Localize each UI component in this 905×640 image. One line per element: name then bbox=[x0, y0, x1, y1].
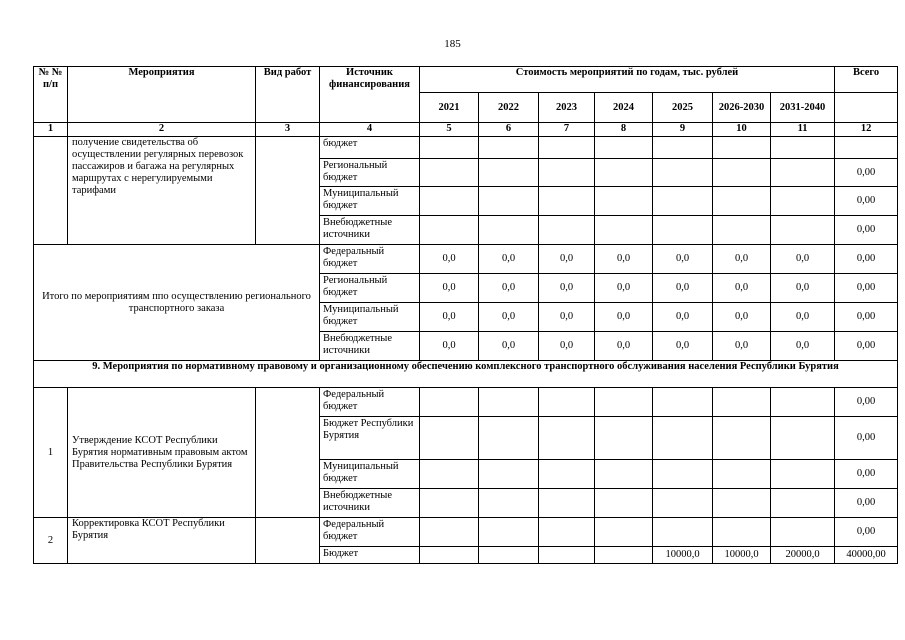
header-year: 2023 bbox=[539, 93, 595, 123]
year-value bbox=[595, 137, 653, 159]
year-value bbox=[653, 187, 713, 216]
year-value: 0,0 bbox=[595, 303, 653, 332]
year-value bbox=[420, 159, 479, 187]
year-value bbox=[539, 489, 595, 518]
year-value bbox=[653, 388, 713, 417]
year-value bbox=[479, 547, 539, 564]
total-value: 0,00 bbox=[835, 388, 898, 417]
year-value: 0,0 bbox=[771, 245, 835, 274]
year-value: 0,0 bbox=[539, 303, 595, 332]
year-value: 0,0 bbox=[479, 303, 539, 332]
year-value: 0,0 bbox=[539, 274, 595, 303]
year-value bbox=[771, 388, 835, 417]
activity-cell: Корректировка КСОТ Республики Бурятия bbox=[68, 518, 256, 564]
year-value: 0,0 bbox=[420, 332, 479, 361]
column-index: 6 bbox=[479, 123, 539, 137]
source-cell: Федеральный бюджет bbox=[320, 245, 420, 274]
year-value bbox=[771, 460, 835, 489]
year-value bbox=[539, 388, 595, 417]
year-value bbox=[653, 159, 713, 187]
year-value bbox=[713, 159, 771, 187]
year-value bbox=[771, 489, 835, 518]
year-value bbox=[653, 518, 713, 547]
year-value bbox=[539, 547, 595, 564]
source-cell: Федеральный бюджет bbox=[320, 518, 420, 547]
header-year: 2022 bbox=[479, 93, 539, 123]
year-value bbox=[420, 417, 479, 460]
year-value bbox=[539, 216, 595, 245]
year-value bbox=[539, 417, 595, 460]
year-value: 0,0 bbox=[771, 274, 835, 303]
year-value: 0,0 bbox=[420, 303, 479, 332]
header-year: 2026-2030 bbox=[713, 93, 771, 123]
source-cell: Муниципальный бюджет bbox=[320, 460, 420, 489]
year-value bbox=[479, 518, 539, 547]
year-value: 0,0 bbox=[653, 274, 713, 303]
year-value bbox=[653, 216, 713, 245]
cost-table bbox=[33, 66, 898, 564]
year-value bbox=[771, 137, 835, 159]
year-value bbox=[595, 159, 653, 187]
year-value bbox=[479, 159, 539, 187]
year-value bbox=[595, 388, 653, 417]
header-type: Вид работ bbox=[256, 67, 320, 123]
year-value bbox=[479, 388, 539, 417]
year-value bbox=[479, 137, 539, 159]
year-value bbox=[479, 187, 539, 216]
source-cell: Региональный бюджет bbox=[320, 274, 420, 303]
header-num: № № п/п bbox=[34, 67, 68, 123]
year-value: 0,0 bbox=[420, 274, 479, 303]
column-index: 11 bbox=[771, 123, 835, 137]
work-type-cell bbox=[256, 137, 320, 245]
year-value bbox=[653, 460, 713, 489]
table-row bbox=[34, 137, 898, 159]
year-value bbox=[771, 417, 835, 460]
column-index: 7 bbox=[539, 123, 595, 137]
year-value: 10000,0 bbox=[713, 547, 771, 564]
year-value bbox=[479, 489, 539, 518]
year-value: 0,0 bbox=[539, 245, 595, 274]
section-title: 9. Мероприятия по нормативному правовому и организационному обеспечению комплексного транспортного обслуживания населения Республики Бурятия bbox=[34, 361, 898, 388]
year-value: 0,0 bbox=[420, 245, 479, 274]
year-value: 0,0 bbox=[595, 332, 653, 361]
year-value bbox=[653, 137, 713, 159]
header-source: Источник финансирования bbox=[320, 67, 420, 123]
total-value: 0,00 bbox=[835, 159, 898, 187]
year-value: 0,0 bbox=[595, 245, 653, 274]
year-value: 0,0 bbox=[653, 245, 713, 274]
total-value: 0,00 bbox=[835, 460, 898, 489]
header-total-empty bbox=[835, 93, 898, 123]
year-value bbox=[595, 417, 653, 460]
year-value bbox=[420, 547, 479, 564]
total-value: 0,00 bbox=[835, 245, 898, 274]
source-cell: Внебюджетные источники bbox=[320, 216, 420, 245]
column-index: 8 bbox=[595, 123, 653, 137]
year-value bbox=[713, 489, 771, 518]
source-cell: Бюджет Республики Бурятия bbox=[320, 417, 420, 460]
year-value bbox=[713, 460, 771, 489]
total-value: 0,00 bbox=[835, 489, 898, 518]
source-cell: Муниципальный бюджет bbox=[320, 187, 420, 216]
work-type-cell bbox=[256, 388, 320, 518]
total-value: 0,00 bbox=[835, 216, 898, 245]
table-body bbox=[34, 67, 898, 564]
year-value bbox=[771, 518, 835, 547]
year-value bbox=[653, 489, 713, 518]
total-value bbox=[835, 137, 898, 159]
header-year: 2021 bbox=[420, 93, 479, 123]
year-value bbox=[595, 547, 653, 564]
row-number bbox=[34, 137, 68, 245]
year-value bbox=[420, 388, 479, 417]
year-value: 0,0 bbox=[539, 332, 595, 361]
year-value: 0,0 bbox=[653, 332, 713, 361]
total-value: 0,00 bbox=[835, 303, 898, 332]
year-value bbox=[420, 137, 479, 159]
year-value bbox=[479, 216, 539, 245]
total-value: 0,00 bbox=[835, 187, 898, 216]
source-cell: Федеральный бюджет bbox=[320, 388, 420, 417]
index-row bbox=[34, 123, 898, 137]
year-value bbox=[595, 187, 653, 216]
total-value: 0,00 bbox=[835, 332, 898, 361]
row-number: 1 bbox=[34, 388, 68, 518]
total-label: Итого по мероприятиям ппо осуществлению регионального транспортного заказа bbox=[34, 245, 320, 361]
year-value bbox=[713, 388, 771, 417]
year-value bbox=[653, 417, 713, 460]
year-value: 0,0 bbox=[713, 245, 771, 274]
year-value: 0,0 bbox=[713, 303, 771, 332]
year-value bbox=[539, 518, 595, 547]
year-value bbox=[539, 159, 595, 187]
row-number: 2 bbox=[34, 518, 68, 564]
activity-cell: Утверждение КСОТ Республики Бурятия нормативным правовым актом Правительства Республики Бурятия bbox=[68, 388, 256, 518]
year-value bbox=[539, 137, 595, 159]
year-value: 0,0 bbox=[479, 274, 539, 303]
year-value bbox=[713, 216, 771, 245]
header-year: 2031-2040 bbox=[771, 93, 835, 123]
header-cost: Стоимость мероприятий по годам, тыс. рублей bbox=[420, 67, 835, 93]
year-value bbox=[595, 216, 653, 245]
table-row bbox=[34, 518, 898, 547]
source-cell: Внебюджетные источники bbox=[320, 489, 420, 518]
year-value bbox=[713, 187, 771, 216]
work-type-cell bbox=[256, 518, 320, 564]
total-value: 40000,00 bbox=[835, 547, 898, 564]
table-row bbox=[34, 388, 898, 417]
year-value: 0,0 bbox=[479, 332, 539, 361]
year-value bbox=[713, 518, 771, 547]
total-value: 0,00 bbox=[835, 518, 898, 547]
year-value bbox=[713, 137, 771, 159]
page-number: 185 bbox=[444, 38, 461, 50]
section-row bbox=[34, 361, 898, 388]
year-value: 0,0 bbox=[771, 332, 835, 361]
header-year: 2024 bbox=[595, 93, 653, 123]
column-index: 2 bbox=[68, 123, 256, 137]
year-value bbox=[420, 460, 479, 489]
year-value bbox=[539, 460, 595, 489]
year-value bbox=[771, 187, 835, 216]
column-index: 5 bbox=[420, 123, 479, 137]
header-total: Всего bbox=[835, 67, 898, 93]
total-value: 0,00 bbox=[835, 417, 898, 460]
column-index: 9 bbox=[653, 123, 713, 137]
year-value bbox=[595, 489, 653, 518]
year-value: 0,0 bbox=[595, 274, 653, 303]
header-year: 2025 bbox=[653, 93, 713, 123]
header-row bbox=[34, 67, 898, 93]
year-value bbox=[771, 159, 835, 187]
source-cell: Внебюджетные источники bbox=[320, 332, 420, 361]
year-value bbox=[479, 460, 539, 489]
source-cell: Муниципальный бюджет bbox=[320, 303, 420, 332]
column-index: 4 bbox=[320, 123, 420, 137]
year-value: 0,0 bbox=[713, 274, 771, 303]
header-activity: Мероприятия bbox=[68, 67, 256, 123]
year-value: 0,0 bbox=[479, 245, 539, 274]
year-value bbox=[420, 187, 479, 216]
year-value bbox=[771, 216, 835, 245]
column-index: 1 bbox=[34, 123, 68, 137]
source-cell: бюджет bbox=[320, 137, 420, 159]
year-value bbox=[539, 187, 595, 216]
column-index: 10 bbox=[713, 123, 771, 137]
activity-cell: получение свидетельства об осуществлении регулярных перевозок пассажиров и багажа на регулярных маршрутах с нерегулируемыми тарифами bbox=[68, 137, 256, 245]
table-row bbox=[34, 245, 898, 274]
year-value bbox=[479, 417, 539, 460]
year-value bbox=[420, 489, 479, 518]
source-cell: Бюджет bbox=[320, 547, 420, 564]
year-value: 0,0 bbox=[653, 303, 713, 332]
year-value: 0,0 bbox=[713, 332, 771, 361]
year-value bbox=[420, 216, 479, 245]
year-value: 10000,0 bbox=[653, 547, 713, 564]
column-index: 3 bbox=[256, 123, 320, 137]
year-value: 0,0 bbox=[771, 303, 835, 332]
year-value bbox=[595, 460, 653, 489]
column-index: 12 bbox=[835, 123, 898, 137]
year-value bbox=[595, 518, 653, 547]
total-value: 0,00 bbox=[835, 274, 898, 303]
year-value: 20000,0 bbox=[771, 547, 835, 564]
year-value bbox=[713, 417, 771, 460]
year-value bbox=[420, 518, 479, 547]
source-cell: Региональный бюджет bbox=[320, 159, 420, 187]
